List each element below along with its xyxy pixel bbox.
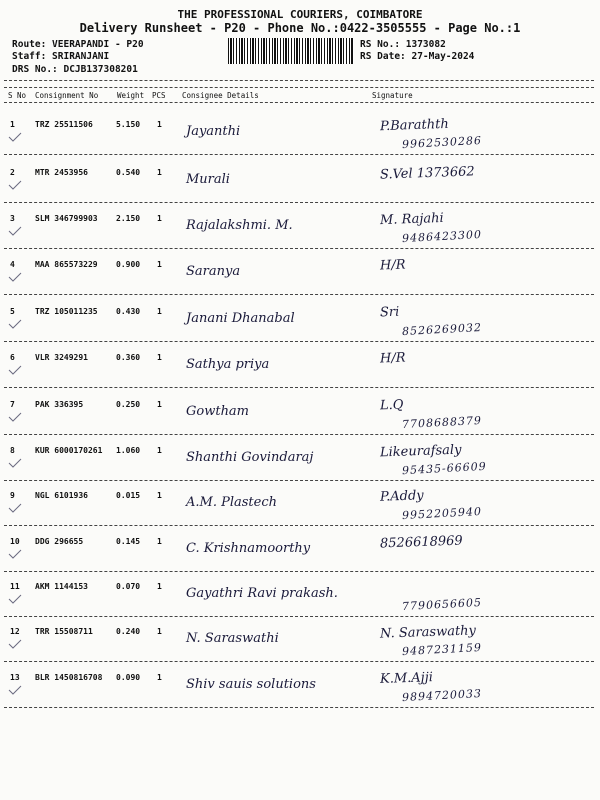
row-sno: 13 <box>10 673 20 682</box>
row-signature-phone: 95435-66609 <box>401 459 487 478</box>
row-signature: P.Addy <box>379 488 424 505</box>
checkmark-icon <box>8 272 22 282</box>
row-signature-phone: 9952205940 <box>401 504 483 523</box>
row-sno: 6 <box>10 353 15 362</box>
checkmark-icon <box>8 503 22 513</box>
column-header-sno: S No <box>8 91 27 100</box>
row-signature: P.Barathth <box>379 116 449 135</box>
row-consignment-number: DDG 296655 <box>35 537 84 546</box>
checkmark-icon <box>8 639 22 649</box>
row-signature: H/R <box>379 350 406 367</box>
row-consignee-name: Shanthi Govindaraj <box>186 450 314 465</box>
checkmark-icon <box>8 549 22 559</box>
row-consignee-name: Sathya priya <box>186 357 270 372</box>
row-consignee-name: Gowtham <box>186 404 250 419</box>
table-row <box>0 204 600 250</box>
row-weight: 0.430 <box>116 307 141 316</box>
row-consignee-name: N. Saraswathi <box>186 631 279 646</box>
row-signature: L.Q <box>379 397 404 414</box>
row-sno: 3 <box>10 214 15 223</box>
table-row <box>0 436 600 482</box>
route-label: Route: VEERAPANDI - P20 <box>12 39 144 50</box>
row-weight: 0.090 <box>116 673 141 682</box>
table-row <box>0 572 600 618</box>
row-divider <box>4 707 594 708</box>
row-weight: 0.240 <box>116 627 141 636</box>
row-signature: H/R <box>379 257 406 274</box>
column-header-weight: Weight <box>117 91 145 100</box>
row-signature-phone: 7708688379 <box>401 413 483 432</box>
row-sno: 1 <box>10 120 15 129</box>
runsheet-subtitle: Delivery Runsheet - P20 - Phone No.:0422-3505555 - Page No.:1 <box>79 21 521 35</box>
checkmark-icon <box>8 319 22 329</box>
row-sno: 7 <box>10 400 15 409</box>
row-signature: K.M.Ajji <box>379 670 434 687</box>
row-sno: 9 <box>10 491 15 500</box>
row-consignment-number: TRZ 105011235 <box>35 307 98 316</box>
row-sno: 8 <box>10 446 15 455</box>
header-divider <box>4 87 594 88</box>
row-consignment-number: PAK 336395 <box>35 400 84 409</box>
row-sno: 5 <box>10 307 15 316</box>
row-signature-phone: 7790656605 <box>401 595 483 614</box>
column-header-details: Consignee Details <box>182 91 259 100</box>
row-weight: 1.060 <box>116 446 141 455</box>
row-consignee-name: Rajalakshmi. M. <box>186 218 293 233</box>
row-divider <box>4 434 594 435</box>
header-divider <box>4 80 594 81</box>
row-sno: 11 <box>10 582 20 591</box>
row-consignment-number: AKM 1144153 <box>35 582 88 591</box>
row-consignment-number: MTR 2453956 <box>35 168 88 177</box>
checkmark-icon <box>8 132 22 142</box>
row-pieces: 1 <box>157 214 162 223</box>
table-row <box>0 481 600 527</box>
row-consignee-name: C. Krishnamoorthy <box>186 541 311 556</box>
row-pieces: 1 <box>157 307 162 316</box>
row-weight: 0.360 <box>116 353 141 362</box>
barcode-image <box>228 38 354 64</box>
row-weight: 0.015 <box>116 491 141 500</box>
row-pieces: 1 <box>157 168 162 177</box>
row-consignment-number: TRR 15508711 <box>35 627 93 636</box>
row-signature: M. Rajahi <box>379 210 444 229</box>
row-sno: 12 <box>10 627 20 636</box>
row-consignment-number: KUR 6000170261 <box>35 446 103 455</box>
row-signature: N. Saraswathy <box>379 623 477 642</box>
row-sno: 2 <box>10 168 15 177</box>
rs-date: RS Date: 27-May-2024 <box>360 51 475 62</box>
rs-number: RS No.: 1373082 <box>360 39 446 50</box>
table-row <box>0 250 600 296</box>
row-pieces: 1 <box>157 120 162 129</box>
checkmark-icon <box>8 226 22 236</box>
row-divider <box>4 387 594 388</box>
table-row <box>0 343 600 389</box>
drs-number: DRS No.: DCJB137308201 <box>12 64 138 75</box>
row-consignment-number: NGL 6101936 <box>35 491 88 500</box>
column-header-signature: Signature <box>372 91 413 100</box>
row-pieces: 1 <box>157 627 162 636</box>
row-pieces: 1 <box>157 400 162 409</box>
checkmark-icon <box>8 685 22 695</box>
row-divider <box>4 248 594 249</box>
row-signature: Likeurafsaly <box>379 442 462 461</box>
row-consignee-name: A.M. Plastech <box>186 495 277 510</box>
row-pieces: 1 <box>157 260 162 269</box>
row-weight: 5.150 <box>116 120 141 129</box>
row-weight: 0.070 <box>116 582 141 591</box>
column-header-pcs: PCS <box>152 91 166 100</box>
row-divider <box>4 661 594 662</box>
checkmark-icon <box>8 458 22 468</box>
checkmark-icon <box>8 365 22 375</box>
checkmark-icon <box>8 180 22 190</box>
row-pieces: 1 <box>157 353 162 362</box>
row-consignee-name: Jayanthi <box>186 124 241 139</box>
row-divider <box>4 202 594 203</box>
row-divider <box>4 294 594 295</box>
page-title: THE PROFESSIONAL COURIERS, COIMBATORE <box>177 8 423 21</box>
table-row <box>0 527 600 573</box>
column-header-consignment: Consignment No <box>35 91 99 100</box>
table-row <box>0 110 600 156</box>
row-consignment-number: MAA 865573229 <box>35 260 98 269</box>
row-consignee-name: Murali <box>186 172 230 187</box>
table-row <box>0 663 600 709</box>
row-weight: 0.900 <box>116 260 141 269</box>
row-weight: 0.250 <box>116 400 141 409</box>
row-pieces: 1 <box>157 673 162 682</box>
row-weight: 0.540 <box>116 168 141 177</box>
row-weight: 2.150 <box>116 214 141 223</box>
row-consignee-name: Janani Dhanabal <box>186 311 295 326</box>
row-pieces: 1 <box>157 537 162 546</box>
table-row <box>0 390 600 436</box>
row-consignment-number: VLR 3249291 <box>35 353 88 362</box>
checkmark-icon <box>8 412 22 422</box>
staff-label: Staff: SRIRANJANI <box>12 51 110 62</box>
row-divider <box>4 525 594 526</box>
row-consignment-number: TRZ 25511506 <box>35 120 93 129</box>
row-consignment-number: SLM 346799903 <box>35 214 98 223</box>
row-signature: 8526618969 <box>379 533 463 552</box>
row-pieces: 1 <box>157 582 162 591</box>
row-consignee-name: Shiv sauis solutions <box>186 677 316 692</box>
row-divider <box>4 341 594 342</box>
row-sno: 4 <box>10 260 15 269</box>
checkmark-icon <box>8 594 22 604</box>
row-consignment-number: BLR 1450816708 <box>35 673 103 682</box>
row-signature-phone: 9486423300 <box>401 227 483 246</box>
table-row <box>0 297 600 343</box>
row-pieces: 1 <box>157 491 162 500</box>
row-signature: S.Vel 1373662 <box>379 164 475 183</box>
table-row <box>0 158 600 204</box>
row-consignee-name: Saranya <box>186 264 241 279</box>
column-header-divider <box>4 102 594 103</box>
row-signature-phone: 9962530286 <box>401 133 483 152</box>
row-signature-phone: 9487231159 <box>401 640 483 659</box>
row-signature: Sri <box>379 304 400 321</box>
row-signature-phone: 9894720033 <box>401 686 483 705</box>
row-divider <box>4 154 594 155</box>
table-row <box>0 617 600 663</box>
row-signature-phone: 8526269032 <box>401 320 483 339</box>
row-weight: 0.145 <box>116 537 141 546</box>
row-sno: 10 <box>10 537 20 546</box>
row-consignee-name: Gayathri Ravi prakash. <box>186 586 338 601</box>
row-pieces: 1 <box>157 446 162 455</box>
